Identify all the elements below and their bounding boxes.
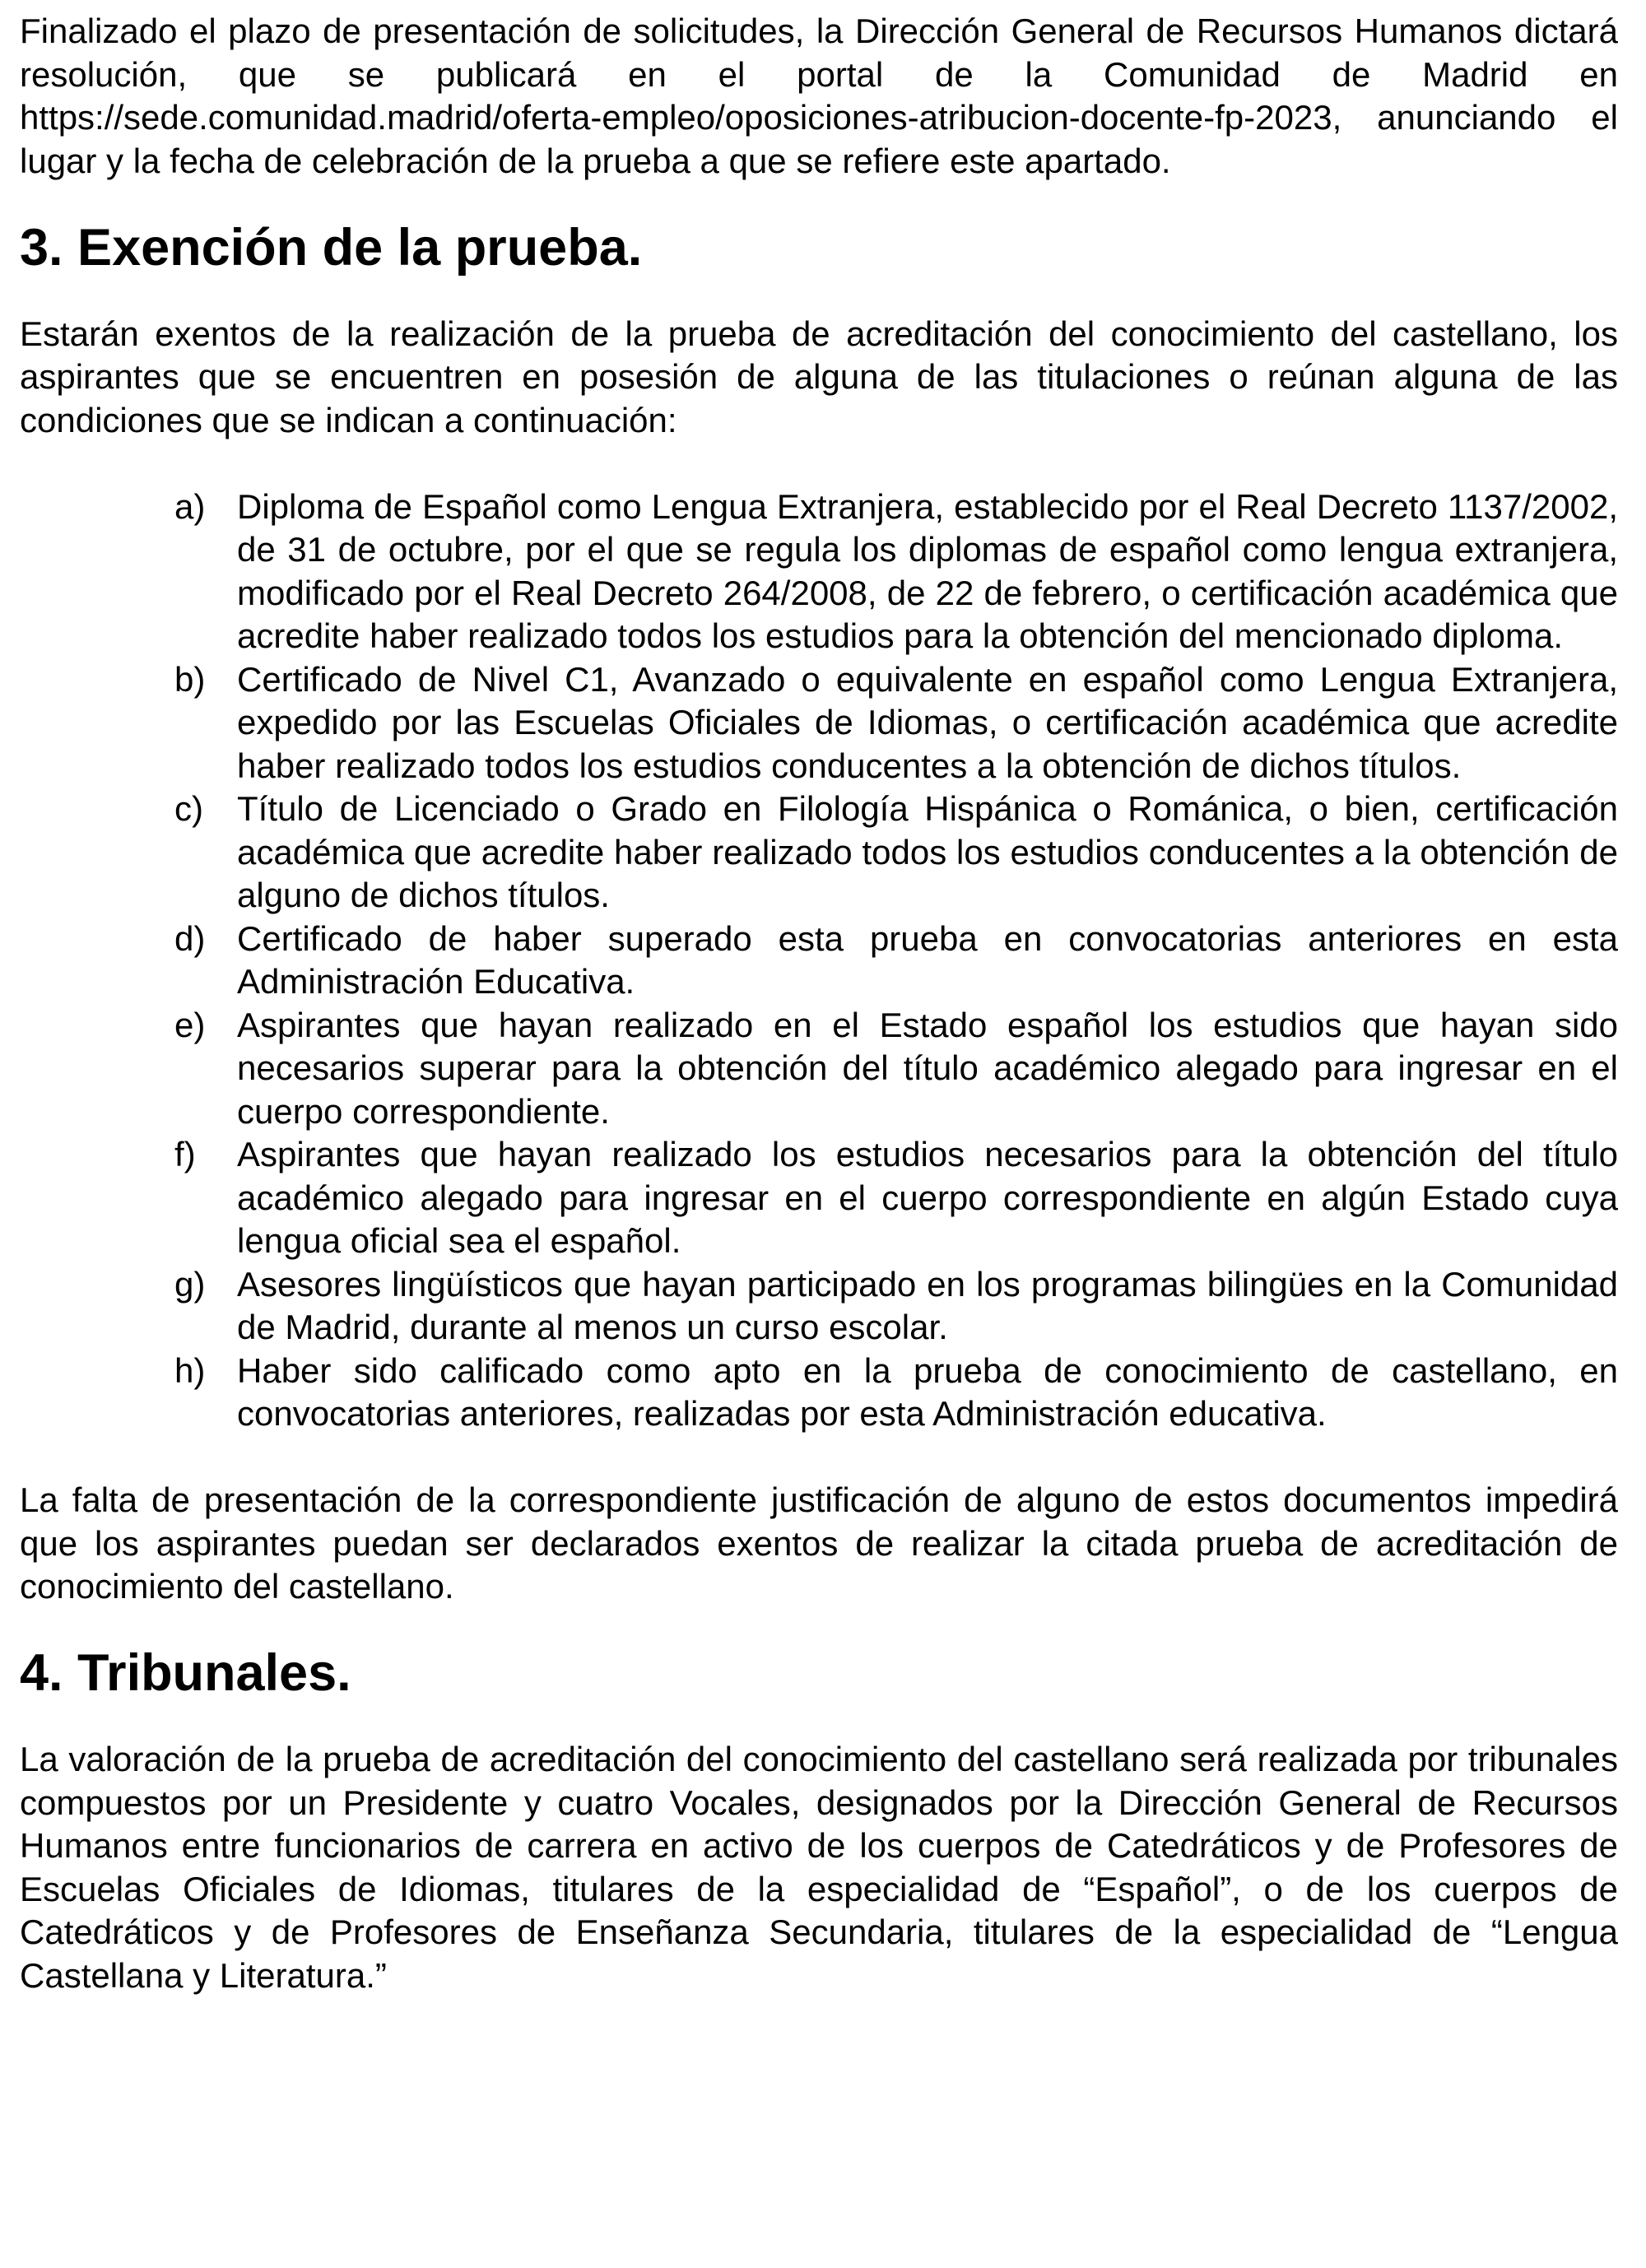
section-4-body-paragraph: La valoración de la prueba de acreditación del conocimiento del castellano será realizada por tribunales compuestos por un Presidente y cuatro Vocales, designados por la Dirección General de Recursos Humanos entre funcionarios de carrera en activo de los cuerpos de Catedráticos y de Profesores de Escuelas Oficiales de Idiomas, titulares de la especialidad de “Español”, o de los cuerpos de Catedráticos y de Profesores de Enseñanza Secundaria, titulares de la especialidad de “Lengua Castellana y Literatura.”: [20, 1740, 1618, 1995]
spacer: [20, 1436, 1618, 1480]
list-item-text: Título de Licenciado o Grado en Filología Hispánica o Románica, o bien, certificación académica que acredite haber realizado todos los estudios conducentes a la obtención de alguno de dichos títulos.: [237, 789, 1618, 914]
section-3-intro-paragraph: Estarán exentos de la realización de la prueba de acreditación del conocimiento del castellano, los aspirantes que se encuentren en posesión de alguna de las titulaciones o reúnan alguna de las condiciones que se indican a continuación:: [20, 314, 1618, 439]
list-item-text: Aspirantes que hayan realizado en el Estado español los estudios que hayan sido necesarios superar para la obtención del título académico alegado para ingresar en el cuerpo correspondiente.: [237, 1005, 1618, 1131]
list-item-text: Diploma de Español como Lengua Extranjera, establecido por el Real Decreto 1137/2002, de 31 de octubre, por el que se regula los diplomas de español como lengua extranjera, modificado por el Real Decreto 264/2008, de 22 de febrero, o certificación académica que acredite haber realizado todos los estudios para la obtención del mencionado diploma.: [237, 486, 1618, 655]
list-marker: c): [174, 789, 203, 828]
list-item-f: [20, 1133, 1618, 1263]
exemption-list: [20, 486, 1618, 1436]
intro-paragraph: Finalizado el plazo de presentación de solicitudes, la Dirección General de Recursos Humanos dictará resolución, que se publicará en el portal de la Comunidad de Madrid en https://sede.comunidad.madrid/oferta-empleo/oposiciones-atribucion-docente-fp-2023, anunciando el lugar y la fecha de celebración de la prueba a que se refiere este apartado.: [20, 12, 1618, 180]
list-item-text: Certificado de Nivel C1, Avanzado o equivalente en español como Lengua Extranjera, expedido por las Escuelas Oficiales de Idiomas, o certificación académica que acredite haber realizado todos los estudios conducentes a la obtención de dichos títulos.: [237, 659, 1618, 785]
list-item-c: [20, 788, 1618, 918]
list-item-a: [20, 486, 1618, 658]
list-item-text: Certificado de haber superado esta prueba en convocatorias anteriores en esta Administración Educativa.: [237, 918, 1618, 1001]
list-marker: a): [174, 486, 206, 526]
section-3-heading: 3. Exención de la prueba.: [20, 218, 643, 277]
list-item-h: [20, 1350, 1618, 1436]
list-item-d: [20, 918, 1618, 1004]
list-item-text: Haber sido calificado como apto en la prueba de conocimiento de castellano, en convocatorias anteriores, realizadas por esta Administración educativa.: [237, 1350, 1618, 1433]
list-marker: d): [174, 918, 206, 958]
list-marker: h): [174, 1350, 206, 1390]
list-marker: e): [174, 1005, 206, 1044]
list-item-g: [20, 1263, 1618, 1350]
section-3-closing-paragraph: La falta de presentación de la correspondiente justificación de alguno de estos documentos impedirá que los aspirantes puedan ser declarados exentos de realizar la citada prueba de acreditación de conocimiento del castellano.: [20, 1480, 1618, 1606]
list-item-text: Asesores lingüísticos que hayan participado en los programas bilingües en la Comunidad de Madrid, durante al menos un curso escolar.: [237, 1264, 1618, 1346]
list-item-b: [20, 658, 1618, 788]
list-item-e: [20, 1004, 1618, 1134]
spacer: [20, 442, 1618, 486]
list-marker: b): [174, 659, 206, 699]
list-marker: f): [174, 1135, 196, 1174]
document-page: [20, 10, 1618, 1997]
section-4-heading: 4. Tribunales.: [20, 1644, 351, 1702]
list-marker: g): [174, 1264, 206, 1304]
list-item-text: Aspirantes que hayan realizado los estudios necesarios para la obtención del título académico alegado para ingresar en el cuerpo correspondiente en algún Estado cuya lengua oficial sea el español.: [237, 1135, 1618, 1260]
